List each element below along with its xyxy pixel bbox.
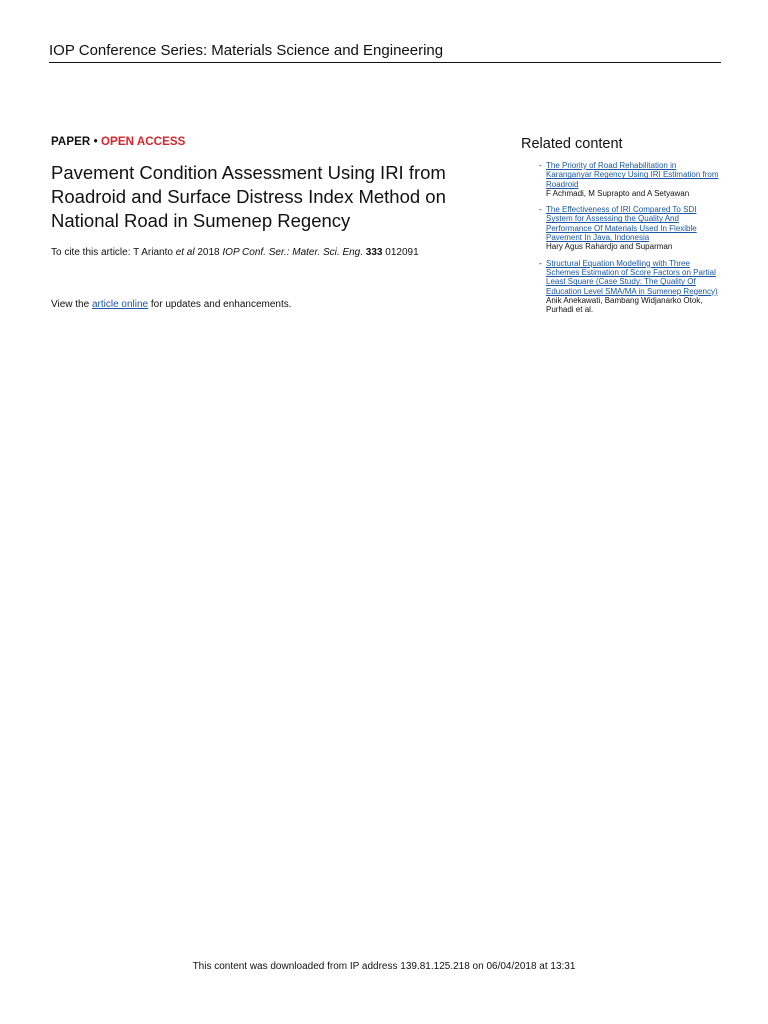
view-online-line <box>51 299 501 310</box>
view-suffix: for updates and enhancements. <box>148 299 292 310</box>
related-item-authors: F Achmadi, M Suprapto and A Setyawan <box>546 188 690 198</box>
related-item <box>521 205 721 251</box>
list-dash: - <box>539 205 542 215</box>
related-item-link[interactable]: The Priority of Road Rehabilitation in Karanganyar Regency Using IRI Estimation from Roadroid <box>546 161 719 189</box>
download-footer: This content was downloaded from IP address 139.81.125.218 on 06/04/2018 at 13:31 <box>192 961 576 972</box>
open-access-label[interactable]: OPEN ACCESS <box>101 136 186 148</box>
related-content-panel <box>521 136 721 321</box>
citation <box>51 247 501 258</box>
cite-volume: 333 <box>365 247 383 258</box>
paper-type-line <box>51 136 501 148</box>
related-content-title: Related content <box>521 136 623 152</box>
related-item-authors: Hary Agus Rahardjo and Suparman <box>546 242 673 252</box>
list-dash: - <box>539 161 542 170</box>
related-item-link[interactable]: The Effectiveness of IRI Compared To SDI System for Assessing the Quality And Performance Of Materials Used In Flexible Pavement In Java, Indonesia <box>546 205 697 243</box>
article-online-link[interactable]: article online <box>91 299 149 310</box>
cite-etal: et al <box>175 247 195 258</box>
related-item-authors: Anik Anekawati, Bambang Widjanarko Otok, Purhadi et al. <box>546 295 703 315</box>
related-item-link[interactable]: Structural Equation Modelling with Three Schemes Estimation of Score Factors on Partial Least Square (Case Study: The Quality Of Education Level SMA/MA in Sumenep Regency) <box>546 258 718 296</box>
cite-article-number: 012091 <box>382 247 419 258</box>
list-dash: - <box>539 258 542 268</box>
paper-label: PAPER <box>51 136 91 148</box>
separator: • <box>90 136 101 148</box>
cite-year: 2018 <box>194 247 223 258</box>
cite-prefix: To cite this article: T Arianto <box>51 247 176 258</box>
related-item <box>521 259 721 315</box>
article-title: Pavement Condition Assessment Using IRI from Roadroid and Surface Distress Index Method on National Road in Sumenep Regency <box>51 162 446 231</box>
article-main <box>51 136 501 310</box>
journal-series-header: IOP Conference Series: Materials Science and Engineering <box>49 42 721 63</box>
view-prefix: View the <box>51 299 92 310</box>
related-item <box>521 161 721 198</box>
cite-journal: IOP Conf. Ser.: Mater. Sci. Eng. <box>222 247 364 258</box>
